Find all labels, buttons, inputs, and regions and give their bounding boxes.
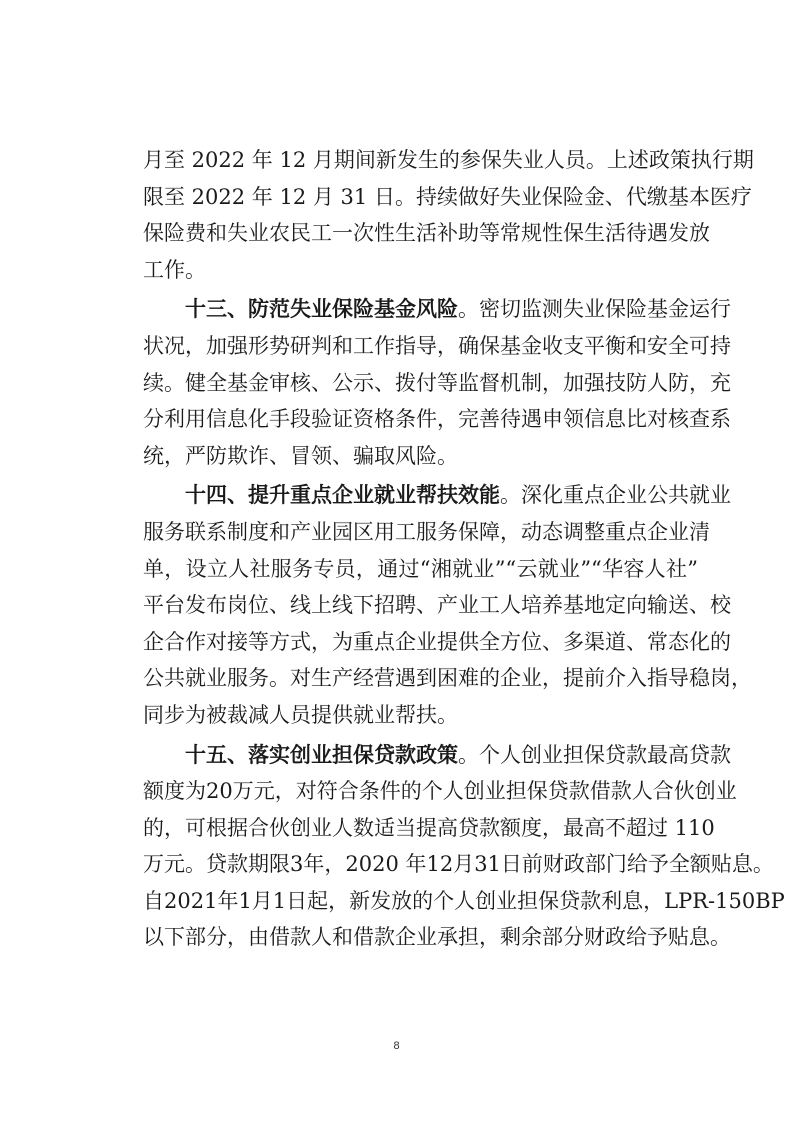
text-line [143, 773, 737, 810]
text-line [143, 846, 774, 883]
line-text: 保险费和失业农民工一次性生活补助等常规性保生活待遇发放 [143, 221, 710, 246]
line-text: 月至 2022 年 12 月期间新发生的参保失业人员。上述政策执行期 [143, 148, 754, 172]
text-line [143, 551, 698, 588]
text-line [143, 514, 710, 551]
line-text: 公共就业服务。对生产经营遇到困难的企业，提前介入指导稳岗， [143, 666, 752, 691]
text-line [143, 438, 698, 475]
line-text: 工作。 [143, 257, 206, 282]
document-body [143, 142, 785, 959]
text-line [143, 660, 752, 697]
line-text: 续。健全基金审核、公示、拨付等监督机制，加强技防人防，充 [143, 370, 731, 395]
line-text: 企合作对接等方式，为重点企业提供全方位、多渠道、常态化的 [143, 629, 731, 654]
text-line [143, 883, 785, 920]
line-text: 分利用信息化手段验证资格条件，完善待遇申领信息比对核查系 [143, 407, 731, 432]
text-line [143, 179, 752, 216]
text-line [143, 291, 731, 328]
line-text: 。个人创业担保贷款最高贷款 [458, 742, 731, 767]
paragraph [143, 477, 752, 733]
text-line [143, 624, 731, 661]
line-text: 服务联系制度和产业园区用工服务保障，动态调整重点企业清 [143, 519, 710, 544]
line-text: 自2021年1月1日起，新发放的个人创业担保贷款利息，LPR-150BP [143, 888, 785, 913]
page-number: 8 [393, 1040, 400, 1052]
text-line [143, 328, 731, 365]
text-line [143, 215, 710, 252]
line-text: 统，严防欺诈、冒领、骗取风险。 [143, 443, 458, 468]
line-text: 同步为被裁减人员提供就业帮扶。 [143, 702, 458, 727]
line-text: 以下部分，由借款人和借款企业承担，剩余部分财政给予贴息。 [143, 925, 731, 950]
line-text: 。密切监测失业保险基金运行 [458, 297, 731, 322]
line-text: 万元。贷款期限3年，2020 年12月31日前财政部门给予全额贴息。 [143, 852, 774, 877]
text-line [143, 737, 731, 774]
paragraph [143, 142, 754, 288]
text-line [143, 697, 698, 734]
line-text: 限至 2022 年 12 月 31 日。持续做好失业保险金、代缴基本医疗 [143, 184, 752, 209]
text-line [143, 252, 698, 289]
text-line [143, 477, 731, 514]
text-line [143, 587, 731, 624]
section-heading: 十四、提升重点企业就业帮扶效能 [185, 482, 500, 508]
section-heading: 十五、落实创业担保贷款政策 [185, 741, 458, 767]
text-line [143, 810, 715, 847]
line-text: 。深化重点企业公共就业 [500, 483, 731, 508]
line-text: 额度为20万元，对符合条件的个人创业担保贷款借款人合伙创业 [143, 779, 737, 804]
line-text: 状况，加强形势研判和工作指导，确保基金收支平衡和安全可持 [143, 333, 731, 358]
section-heading: 十三、防范失业保险基金风险 [185, 296, 458, 322]
text-line [143, 142, 754, 179]
line-text: 的，可根据合伙创业人数适当提高贷款额度，最高不超过 110 [143, 815, 715, 840]
text-line [143, 919, 731, 956]
text-line [143, 365, 731, 402]
line-text: 单，设立人社服务专员，通过“湘就业”“云就业”“华容人社” [143, 556, 698, 581]
paragraph [143, 291, 731, 474]
line-text: 平台发布岗位、线上线下招聘、产业工人培养基地定向输送、校 [143, 593, 731, 618]
paragraph [143, 737, 785, 957]
text-line [143, 401, 731, 438]
